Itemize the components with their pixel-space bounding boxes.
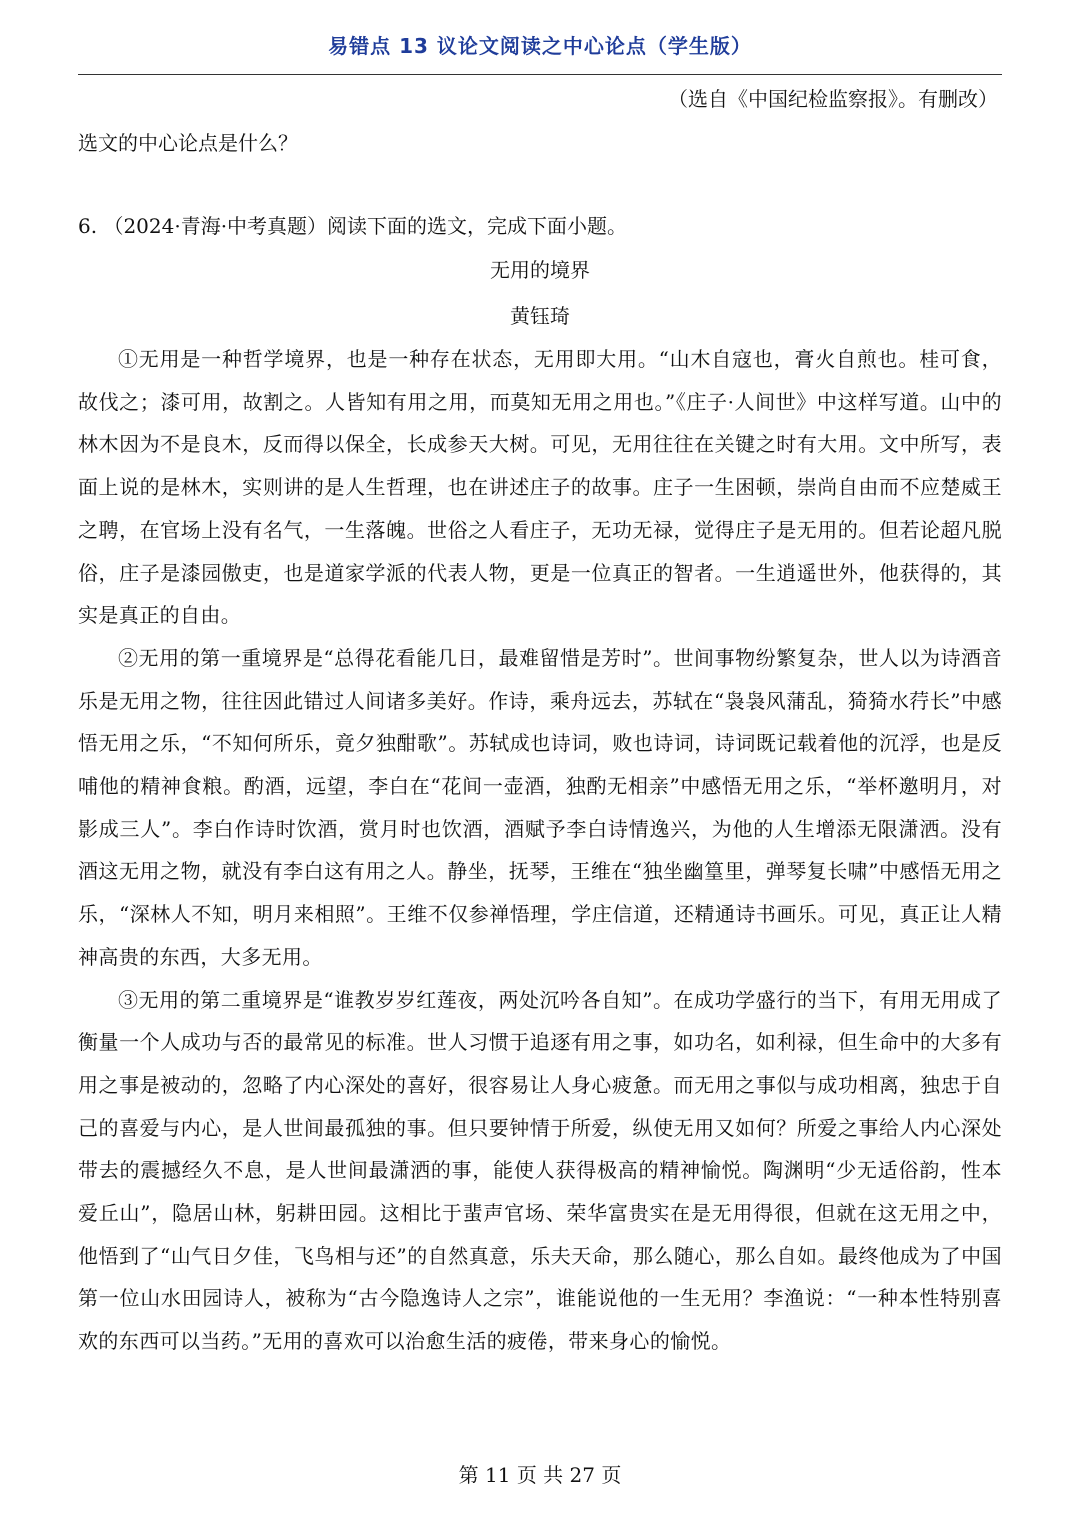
article-paragraph-2: ②无用的第一重境界是“总得花看能几日，最难留惜是芳时”。世间事物纷繁复杂，世人以为诗酒音乐是无用之物，往往因此错过人间诸多美好。作诗，乘舟远去，苏轼在“袅袅风蒲乱，猗猗水荇长”中感悟无用之乐，“不知何所乐，竟夕独酣歌”。苏轼成也诗词，败也诗词，诗词既记载着他的沉浮，也是反哺他的精神食粮。酌酒，远望，李白在“花间一壶酒，独酌无相亲”中感悟无用之乐，“举杯邀明月，对影成三人”。李白作诗时饮酒，赏月时也饮酒，酒赋予李白诗情逸兴，为他的人生增添无限潇洒。没有酒这无用之物，就没有李白这有用之人。静坐，抚琴，王维在“独坐幽篁里，弹琴复长啸”中感悟无用之乐，“深林人不知，明月来相照”。王维不仅参禅悟理，学庄信道，还精通诗书画乐。可见，真正让人精神高贵的东西，大多无用。 bbox=[78, 645, 1002, 969]
source-citation: （选自《中国纪检监察报》。有删改） bbox=[668, 87, 998, 111]
article-author: 黄钰琦 bbox=[510, 304, 570, 328]
article-paragraph-3: ③无用的第二重境界是“谁教岁岁红莲夜，两处沉吟各自知”。在成功学盛行的当下，有用无用成了衡量一个人成功与否的最常见的标准。世人习惯于追逐有用之事，如功名，如利禄，但生命中的大多有用之事是被动的，忽略了内心深处的喜好，很容易让人身心疲惫。而无用之事似与成功相离，独忠于自己的喜爱与内心，是人世间最孤独的事。但只要钟情于所爱，纵使无用又如何？所爱之事给人内心深处带去的震撼经久不息，是人世间最潇洒的事，能使人获得极高的精神愉悦。陶渊明“少无适俗韵，性本爱丘山”，隐居山林，躬耕田园。这相比于蜚声官场、荣华富贵实在是无用得很，但就在这无用之中，他悟到了“山气日夕佳，飞鸟相与还”的自然真意，乐夫天命，那么随心，那么自如。最终他成为了中国第一位山水田园诗人，被称为“古今隐逸诗人之宗”，谁能说他的一生无用？李渔说：“一种本性特别喜欢的东西可以当药。”无用的喜欢可以治愈生活的疲倦，带来身心的愉悦。 bbox=[78, 987, 1002, 1354]
article-paragraph-1: ①无用是一种哲学境界，也是一种存在状态，无用即大用。“山木自寇也，膏火自煎也。桂可食，故伐之；漆可用，故割之。人皆知有用之用，而莫知无用之用也。”《庄子·人间世》中这样写道。山中的林木因为不是良木，反而得以保全，长成参天大树。可见，无用往往在关键之时有大用。文中所写，表面上说的是林木，实则讲的是人生哲理，也在讲述庄子的故事。庄子一生困顿，崇尚自由而不应楚威王之聘，在官场上没有名气，一生落魄。世俗之人看庄子，无功无禄，觉得庄子是无用的。但若论超凡脱俗，庄子是漆园傲吏，也是道家学派的代表人物，更是一位真正的智者。一生逍遥世外，他获得的，其实是真正的自由。 bbox=[78, 347, 1002, 628]
question-text: 选文的中心论点是什么？ bbox=[78, 131, 298, 155]
page-header-title: 易错点 13 议论文阅读之中心论点（学生版） bbox=[328, 34, 752, 58]
item-6-prompt: 6. （2024·青海·中考真题）阅读下面的选文，完成下面小题。 bbox=[78, 214, 628, 238]
page-header bbox=[78, 30, 1002, 75]
article-title: 无用的境界 bbox=[490, 258, 590, 282]
page-number: 第 11 页 共 27 页 bbox=[458, 1463, 622, 1487]
page-content bbox=[78, 84, 1002, 1363]
